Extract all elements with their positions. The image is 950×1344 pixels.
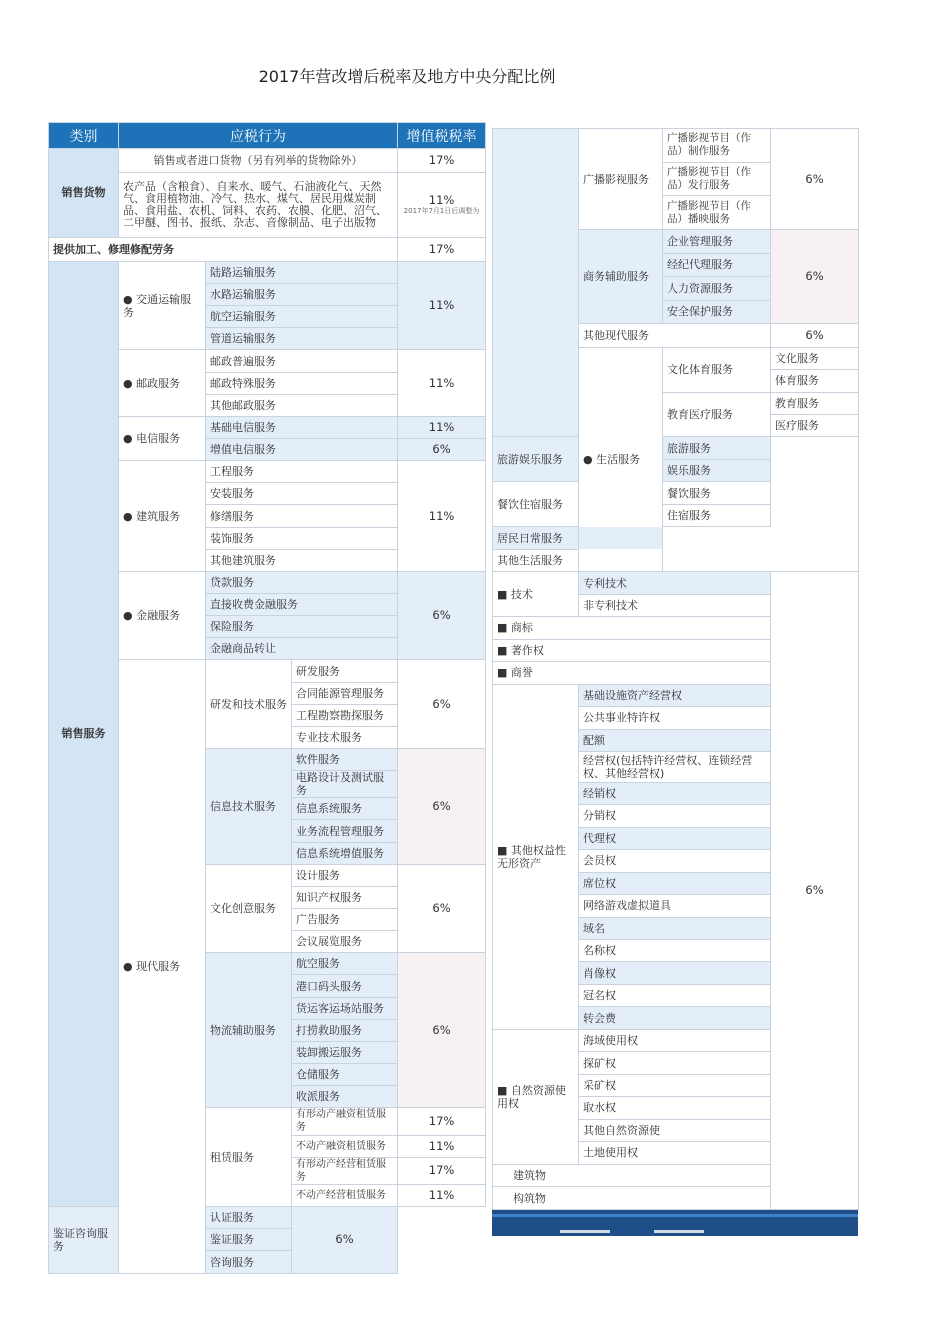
list-item: 仓储服务 <box>292 1064 398 1086</box>
list-item: 合同能源管理服务 <box>292 682 398 704</box>
list-item: 专业技术服务 <box>292 726 398 748</box>
list-item: 名称权 <box>579 939 771 961</box>
life-group-4: 餐饮住宿服务 <box>493 482 579 527</box>
list-item: 海域使用权 <box>579 1029 771 1051</box>
list-item: 其他邮政服务 <box>206 394 398 416</box>
page-title: 2017年营改增后税率及地方中央分配比例 <box>258 67 556 86</box>
consult-name: 鉴证咨询服务 <box>49 1206 119 1273</box>
list-item: 域名 <box>579 917 771 939</box>
list-item: 知识产权服务 <box>292 886 398 908</box>
finance-rate: 6% <box>398 571 486 660</box>
list-item: 冠名权 <box>579 984 771 1006</box>
list-item: 分销权 <box>579 805 771 827</box>
list-item: 邮政特殊服务 <box>206 372 398 394</box>
footer-bar <box>492 1210 858 1236</box>
postal-name: ● 邮政服务 <box>119 350 206 416</box>
list-item: 管道运输服务 <box>206 328 398 350</box>
tax-table-right <box>492 128 859 1210</box>
transport-name: ● 交通运输服务 <box>119 261 206 350</box>
goods-row-1: 销售或者进口货物（另有列举的货物除外） <box>119 149 398 173</box>
list-item: 取水权 <box>579 1097 771 1119</box>
list-item: 经营权(包括特许经营权、连锁经营权、其他经营权) <box>579 752 771 783</box>
goodwill-name: ■ 商誉 <box>493 662 771 684</box>
list-item: 设计服务 <box>292 864 398 886</box>
list-item: 有形动产融资租赁服务 <box>292 1108 398 1135</box>
list-item: 企业管理服务 <box>663 230 771 254</box>
list-item: 安装服务 <box>206 483 398 505</box>
tech-name: ■ 技术 <box>493 572 579 617</box>
list-item: 陆路运输服务 <box>206 261 398 283</box>
life-group-2: 教育医疗服务 <box>663 392 771 437</box>
goods-category: 销售货物 <box>49 149 119 238</box>
list-item: 旅游服务 <box>663 437 771 459</box>
list-item: 代理权 <box>579 827 771 849</box>
culture-rate: 6% <box>398 864 486 953</box>
lease-rate-2: 11% <box>398 1135 486 1157</box>
processing-rate: 17% <box>398 237 486 261</box>
list-item: 广播影视节目（作品）制作服务 <box>663 129 771 163</box>
telecom-name: ● 电信服务 <box>119 416 206 460</box>
list-item: 医疗服务 <box>771 415 859 437</box>
list-item: 打捞救助服务 <box>292 1019 398 1041</box>
goods-row-2: 农产品（含粮食）、自来水、暖气、石油液化气、天然气、食用植物油、冷气、热水、煤气、居民用煤炭制品、食用盐、农机、饲料、农药、农膜、化肥、沼气、二甲醚、图书、报纸、杂志、音像制品、电子出版物 <box>119 173 398 237</box>
list-item: 软件服务 <box>292 749 398 771</box>
telecom-rate-2: 6% <box>398 439 486 461</box>
list-item: 餐饮服务 <box>663 482 771 504</box>
consult-rate: 6% <box>292 1206 398 1273</box>
logistics-rate: 6% <box>398 953 486 1108</box>
header-behavior: 应税行为 <box>119 123 398 149</box>
list-item: 教育服务 <box>771 392 859 414</box>
right-blank-cell <box>493 129 579 437</box>
transport-rate: 11% <box>398 261 486 350</box>
business-name: 商务辅助服务 <box>579 230 663 324</box>
list-item: 不动产经营租赁服务 <box>292 1184 398 1206</box>
list-item: 货运客运场站服务 <box>292 997 398 1019</box>
list-item: 咨询服务 <box>206 1251 292 1274</box>
list-item: 专利技术 <box>579 572 771 594</box>
list-item: 广告服务 <box>292 909 398 931</box>
processing-label: 提供加工、修理修配劳务 <box>49 237 398 261</box>
list-item: 直接收费金融服务 <box>206 594 398 616</box>
intangible-rate: 6% <box>771 572 859 1210</box>
list-item: 建筑物 <box>493 1164 771 1186</box>
list-item: 工程服务 <box>206 461 398 483</box>
list-item: 非专利技术 <box>579 594 771 616</box>
goods-rate-2: 11% 2017年7月1日后调整为 <box>398 173 486 237</box>
list-item: 鉴证服务 <box>206 1229 292 1251</box>
list-item: 肖像权 <box>579 962 771 984</box>
list-item: 其他生活服务 <box>493 549 663 571</box>
list-item: 有形动产经营租赁服务 <box>292 1157 398 1184</box>
list-item: 经销权 <box>579 782 771 804</box>
culture-name: 文化创意服务 <box>206 864 292 953</box>
lease-rate-1: 17% <box>398 1108 486 1135</box>
list-item: 其他建筑服务 <box>206 549 398 571</box>
postal-rate: 11% <box>398 350 486 416</box>
natural-name: ■ 自然资源使用权 <box>493 1029 579 1164</box>
rd-name: 研发和技术服务 <box>206 660 292 749</box>
list-item: 水路运输服务 <box>206 284 398 306</box>
it-rate: 6% <box>398 749 486 865</box>
list-item: 认证服务 <box>206 1206 292 1228</box>
other-modern-name: 其他现代服务 <box>579 324 771 348</box>
list-item: 其他自然资源使 <box>579 1119 771 1141</box>
list-item: 席位权 <box>579 872 771 894</box>
list-item: 公共事业特许权 <box>579 707 771 729</box>
life-group-1: 文化体育服务 <box>663 347 771 392</box>
list-item: 基础电信服务 <box>206 416 398 438</box>
list-item: 工程勘察勘探服务 <box>292 704 398 726</box>
list-item: 安全保护服务 <box>663 300 771 324</box>
list-item: 研发服务 <box>292 660 398 682</box>
services-category: 销售服务 <box>49 261 119 1206</box>
list-item: 港口码头服务 <box>292 975 398 997</box>
list-item: 电路设计及测试服务 <box>292 771 398 798</box>
finance-name: ● 金融服务 <box>119 571 206 660</box>
list-item: 不动产融资租赁服务 <box>292 1135 398 1157</box>
list-item: 保险服务 <box>206 616 398 638</box>
list-item: 航空运输服务 <box>206 306 398 328</box>
list-item: 装卸搬运服务 <box>292 1041 398 1063</box>
copyright-name: ■ 著作权 <box>493 639 771 661</box>
list-item: 探矿权 <box>579 1052 771 1074</box>
list-item: 转会费 <box>579 1007 771 1029</box>
footer-mark <box>654 1230 704 1233</box>
list-item: 修缮服务 <box>206 505 398 527</box>
list-item: 信息系统增值服务 <box>292 842 398 864</box>
trademark-name: ■ 商标 <box>493 617 771 639</box>
lease-name: 租赁服务 <box>206 1108 292 1207</box>
footer-stripe <box>492 1214 858 1217</box>
list-item: 娱乐服务 <box>663 459 771 481</box>
business-rate: 6% <box>771 230 859 324</box>
list-item: 体育服务 <box>771 370 859 392</box>
list-item: 增值电信服务 <box>206 439 398 461</box>
footer-mark <box>560 1230 610 1233</box>
list-item: 金融商品转让 <box>206 638 398 660</box>
life-name: ● 生活服务 <box>579 347 663 572</box>
lease-rate-3: 17% <box>398 1157 486 1184</box>
list-item: 配额 <box>579 729 771 751</box>
list-item: 采矿权 <box>579 1074 771 1096</box>
list-item: 会议展览服务 <box>292 931 398 953</box>
goods-rate-1: 17% <box>398 149 486 173</box>
it-name: 信息技术服务 <box>206 749 292 865</box>
goods-rate-note: 2017年7月1日后调整为 <box>403 207 480 216</box>
logistics-name: 物流辅助服务 <box>206 953 292 1108</box>
other-intangible-name: ■ 其他权益性无形资产 <box>493 684 579 1029</box>
header-category: 类别 <box>49 123 119 149</box>
modern-name: ● 现代服务 <box>119 660 206 1274</box>
list-item: 业务流程管理服务 <box>292 820 398 842</box>
rd-rate: 6% <box>398 660 486 749</box>
list-item: 网络游戏虚拟道具 <box>579 895 771 917</box>
broadcast-rate: 6% <box>771 129 859 230</box>
lease-rate-4: 11% <box>398 1184 486 1206</box>
list-item: 经纪代理服务 <box>663 253 771 277</box>
header-rate: 增值税税率 <box>398 123 486 149</box>
list-item: 广播影视节目（作品）发行服务 <box>663 162 771 196</box>
other-modern-rate: 6% <box>771 324 859 348</box>
list-item: 居民日常服务 <box>493 527 663 549</box>
list-item: 邮政普遍服务 <box>206 350 398 372</box>
list-item: 基础设施资产经营权 <box>579 684 771 706</box>
construction-name: ● 建筑服务 <box>119 461 206 572</box>
construction-rate: 11% <box>398 461 486 572</box>
list-item: 装饰服务 <box>206 527 398 549</box>
list-item: 会员权 <box>579 850 771 872</box>
list-item: 贷款服务 <box>206 571 398 593</box>
broadcast-name: 广播影视服务 <box>579 129 663 230</box>
life-group-3: 旅游娱乐服务 <box>493 437 579 482</box>
list-item: 收派服务 <box>292 1086 398 1108</box>
tax-table-left <box>48 122 486 1274</box>
list-item: 文化服务 <box>771 347 859 369</box>
list-item: 住宿服务 <box>663 504 771 526</box>
list-item: 广播影视节目（作品）播映服务 <box>663 196 771 230</box>
list-item: 信息系统服务 <box>292 798 398 820</box>
list-item: 航空服务 <box>292 953 398 975</box>
list-item: 构筑物 <box>493 1187 771 1210</box>
list-item: 人力资源服务 <box>663 277 771 301</box>
list-item: 土地使用权 <box>579 1142 771 1164</box>
telecom-rate-1: 11% <box>398 416 486 438</box>
